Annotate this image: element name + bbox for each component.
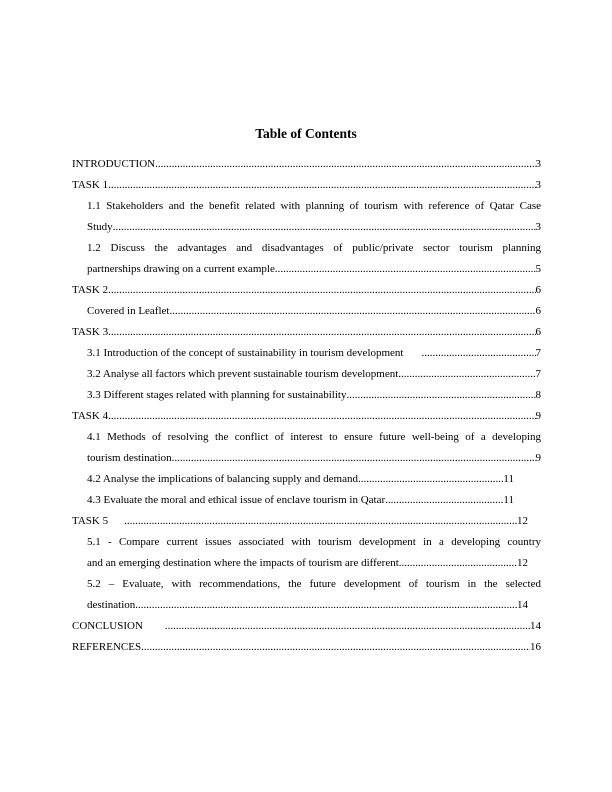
toc-entry-3-3[interactable] [72, 385, 541, 406]
toc-page-number: 8 [535, 389, 541, 401]
dot-leader [108, 280, 535, 301]
toc-entry-label-line-1: 1.2 Discuss the advantages and disadvantages of public/private sector tourism planning [87, 242, 541, 254]
toc-page-number: 7 [535, 368, 541, 380]
dot-leader [108, 406, 535, 427]
toc-page-number: 12 [517, 557, 528, 569]
toc-entry-label-line-2: tourism destination [87, 452, 172, 464]
toc-entry-4-2[interactable] [72, 469, 541, 490]
toc-entry-label: 4.2 Analyse the implications of balancing supply and demand [87, 473, 358, 485]
toc-page-number: 3 [535, 158, 541, 170]
dot-leader [108, 322, 535, 343]
toc-entry-3-1[interactable] [72, 343, 541, 364]
toc-page-number: 6 [535, 284, 541, 296]
dot-leader [358, 469, 503, 490]
toc-entry-label: TASK 5 [72, 515, 109, 527]
toc-entry-4-3[interactable] [72, 490, 541, 511]
toc-entry-task-4[interactable] [72, 406, 541, 427]
toc-entry-line-2 [87, 553, 541, 574]
table-of-contents [72, 154, 541, 658]
toc-entry-3-2[interactable] [72, 364, 541, 385]
dot-leader [155, 154, 535, 175]
toc-page-number: 6 [535, 305, 541, 317]
dot-leader [135, 595, 517, 616]
toc-entry-introduction[interactable] [72, 154, 541, 175]
toc-entry-label: CONCLUSION [72, 620, 143, 632]
toc-page-number: 14 [517, 599, 528, 611]
toc-entry-5-1[interactable] [72, 532, 541, 574]
toc-entry-1-1[interactable] [72, 196, 541, 238]
dot-leader [346, 385, 535, 406]
toc-page-number: 11 [503, 494, 514, 506]
toc-title: Table of Contents [255, 126, 357, 141]
toc-page-number: 9 [535, 452, 541, 464]
dot-leader [172, 448, 536, 469]
toc-entry-references[interactable] [72, 637, 541, 658]
toc-entry-label: TASK 2 [72, 284, 109, 296]
dot-leader [108, 175, 535, 196]
toc-entry-line-2 [87, 259, 541, 280]
dot-leader [165, 616, 530, 637]
dot-leader [275, 259, 536, 280]
toc-entry-conclusion[interactable] [72, 616, 541, 637]
toc-entry-leaflet[interactable] [72, 301, 541, 322]
dot-leader [398, 364, 535, 385]
dot-leader [124, 511, 517, 532]
toc-entry-label: INTRODUCTION [72, 158, 156, 170]
toc-entry-label: 3.1 Introduction of the concept of sustainability in tourism development [87, 347, 404, 359]
toc-entry-4-1[interactable] [72, 427, 541, 469]
toc-page-number: 3 [535, 179, 541, 191]
toc-entry-task-5[interactable] [72, 511, 541, 532]
toc-entry-label-line-1: 4.1 Methods of resolving the conflict of interest to ensure future well-being of a developing [87, 431, 541, 443]
toc-entry-task-3[interactable] [72, 322, 541, 343]
toc-entry-line-2 [87, 595, 541, 616]
toc-page-number: 12 [517, 515, 528, 527]
toc-entry-label: 4.3 Evaluate the moral and ethical issue of enclave tourism in Qatar [87, 494, 386, 506]
toc-entry-label-line-2: Study [87, 221, 113, 233]
toc-entry-line-2 [87, 448, 541, 469]
toc-page-number: 16 [530, 641, 541, 653]
toc-entry-label: Covered in Leaflet [87, 305, 170, 317]
toc-entry-label: 3.3 Different stages related with planning for sustainability [87, 389, 347, 401]
toc-entry-task-2[interactable] [72, 280, 541, 301]
toc-page-number: 14 [530, 620, 541, 632]
toc-page-number: 11 [503, 473, 514, 485]
toc-entry-label: TASK 1 [72, 179, 109, 191]
dot-leader [422, 343, 536, 364]
toc-entry-label-line-1: 5.2 – Evaluate, with recommendations, the future development of tourism in the selected [87, 578, 541, 590]
toc-entry-label-line-1: 1.1 Stakeholders and the benefit related with planning of tourism with reference of Qatar Case [87, 200, 541, 212]
toc-entry-label: 3.2 Analyse all factors which prevent sustainable tourism development [87, 368, 399, 380]
toc-entry-task-1[interactable] [72, 175, 541, 196]
toc-entry-label: TASK 3 [72, 326, 109, 338]
toc-page-number: 6 [535, 326, 541, 338]
toc-page-number: 5 [535, 263, 541, 275]
dot-leader [385, 490, 503, 511]
toc-entry-label-line-2: and an emerging destination where the impacts of tourism are different [87, 557, 399, 569]
toc-entry-label-line-1: 5.1 - Compare current issues associated with tourism development in a developing country [87, 536, 541, 548]
toc-page-number: 3 [535, 221, 541, 233]
dot-leader [141, 637, 530, 658]
toc-entry-1-2[interactable] [72, 238, 541, 280]
toc-page-number: 9 [535, 410, 541, 422]
toc-entry-label-line-2: partnerships drawing on a current example [87, 263, 275, 275]
toc-entry-line-2 [87, 217, 541, 238]
dot-leader [113, 217, 536, 238]
toc-entry-label: REFERENCES [72, 641, 142, 653]
dot-leader [399, 553, 517, 574]
toc-entry-label-line-2: destination [87, 599, 136, 611]
toc-entry-5-2[interactable] [72, 574, 541, 616]
toc-entry-label: TASK 4 [72, 410, 109, 422]
dot-leader [169, 301, 535, 322]
toc-page-number: 7 [535, 347, 541, 359]
